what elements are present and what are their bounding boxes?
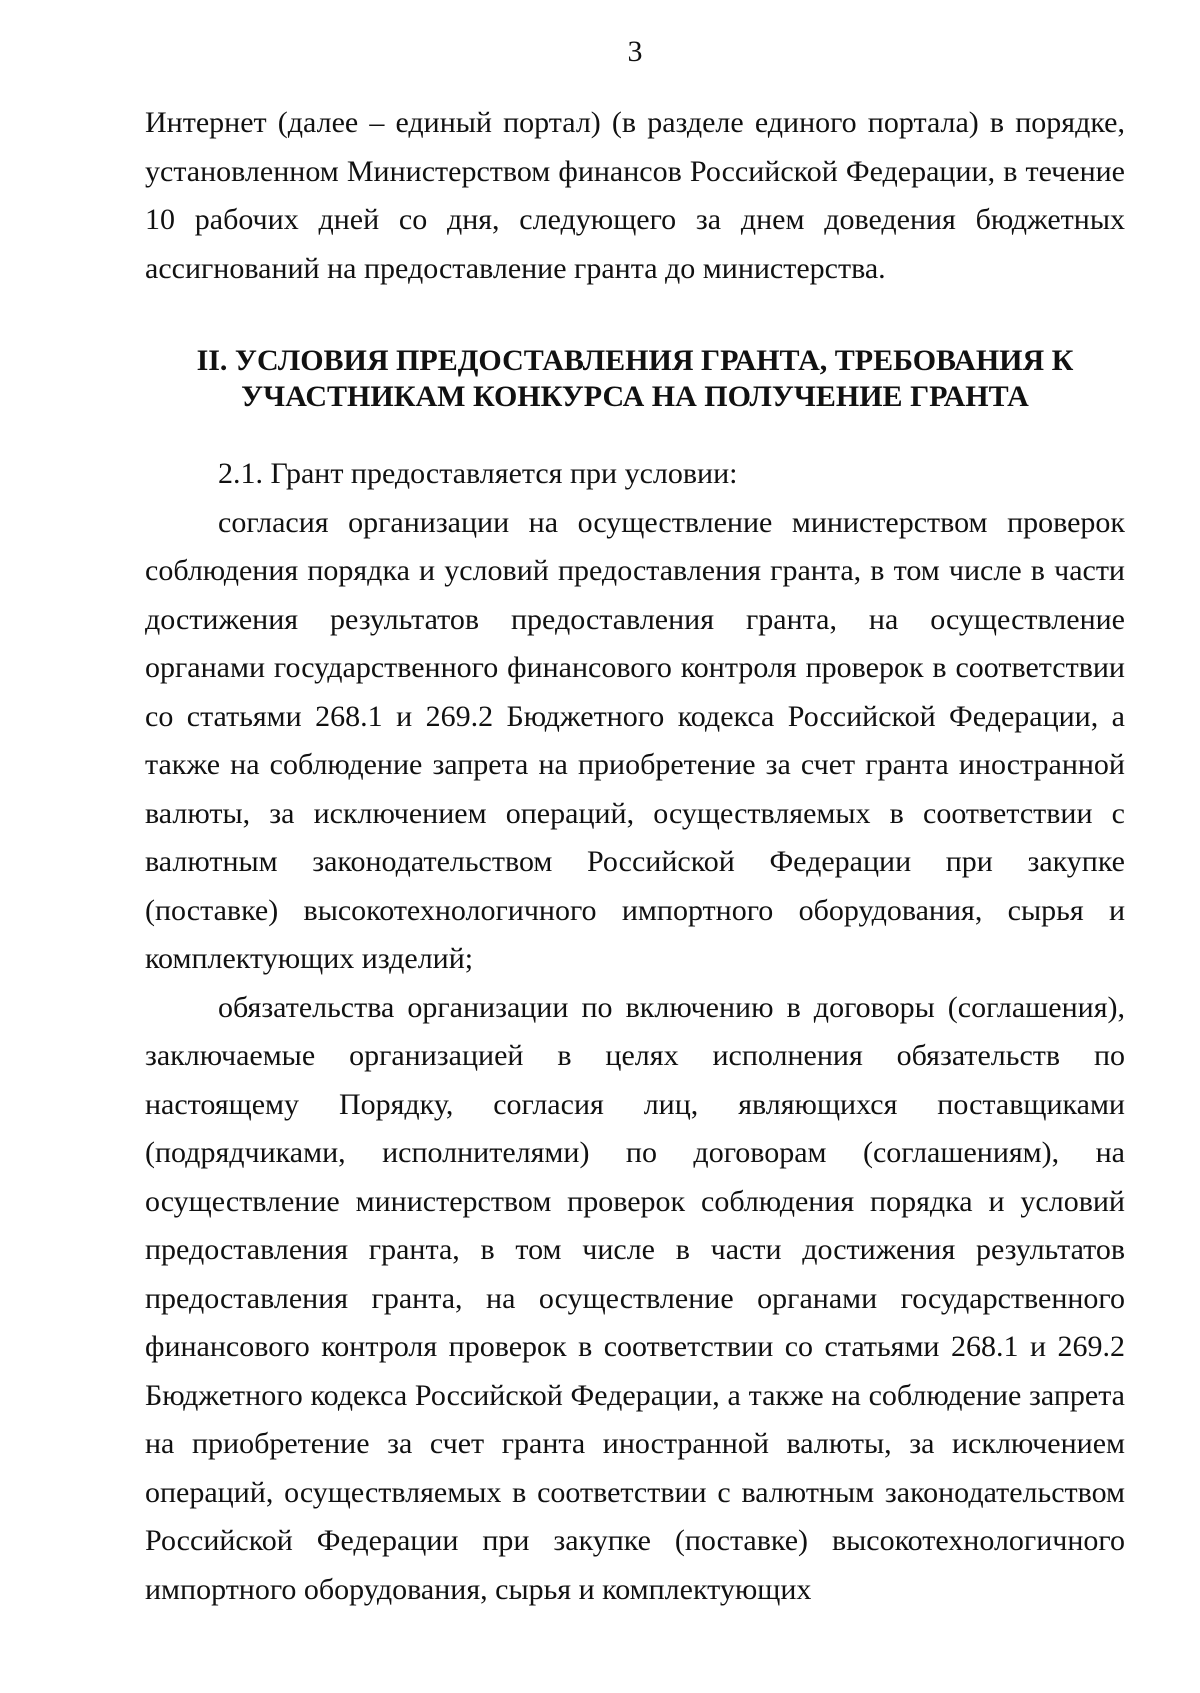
intro-paragraph: Интернет (далее – единый портал) (в разделе единого портала) в порядке, установленном Министерством финансов Российской Федерации, в течение 10 рабочих дней со дня, следующего за днем доведения бюджетных ассигнований на предоставление гранта до министерства. [145, 106, 1125, 285]
document-body [145, 99, 1125, 1614]
condition-paragraph-1: согласия организации на осуществление министерством проверок соблюдения порядка и условий предоставления гранта, в том числе в части достижения результатов предоставления гранта, на осуществление органами государственного финансового контроля проверок в соответствии со статьями 268.1 и 269.2 Бюджетного кодекса Российской Федерации, а также на соблюдение запрета на приобретение за счет гранта иностранной валюты, за исключением операций, осуществляемых в соответствии с валютным законодательством Российской Федерации при закупке (поставке) высокотехнологичного импортного оборудования, сырья и комплектующих изделий; [145, 505, 1125, 975]
clause-2-1: 2.1. Грант предоставляется при условии: [218, 457, 738, 490]
section-heading-line-2: УЧАСТНИКАМ КОНКУРСА НА ПОЛУЧЕНИЕ ГРАНТА [241, 380, 1029, 413]
condition-paragraph-2: обязательства организации по включению в договоры (соглашения), заключаемые организацией в целях исполнения обязательств по настоящему Порядку, согласия лиц, являющихся поставщиками (подрядчиками, исполнителями) по договорам (соглашениям), на осуществление министерством проверок соблюдения порядка и условий предоставления гранта, в том числе в части достижения результатов предоставления гранта, на осуществление органами государственного финансового контроля проверок в соответствии со статьями 268.1 и 269.2 Бюджетного кодекса Российской Федерации, а также на соблюдение запрета на приобретение за счет гранта иностранной валюты, за исключением операций, осуществляемых в соответствии с валютным законодательством Российской Федерации при закупке (поставке) высокотехнологичного импортного оборудования, сырья и комплектующих [145, 990, 1125, 1606]
section-heading-line-1: II. УСЛОВИЯ ПРЕДОСТАВЛЕНИЯ ГРАНТА, ТРЕБОВАНИЯ К [196, 344, 1074, 377]
section-heading [145, 343, 1125, 415]
page-number: 3 [627, 35, 643, 68]
